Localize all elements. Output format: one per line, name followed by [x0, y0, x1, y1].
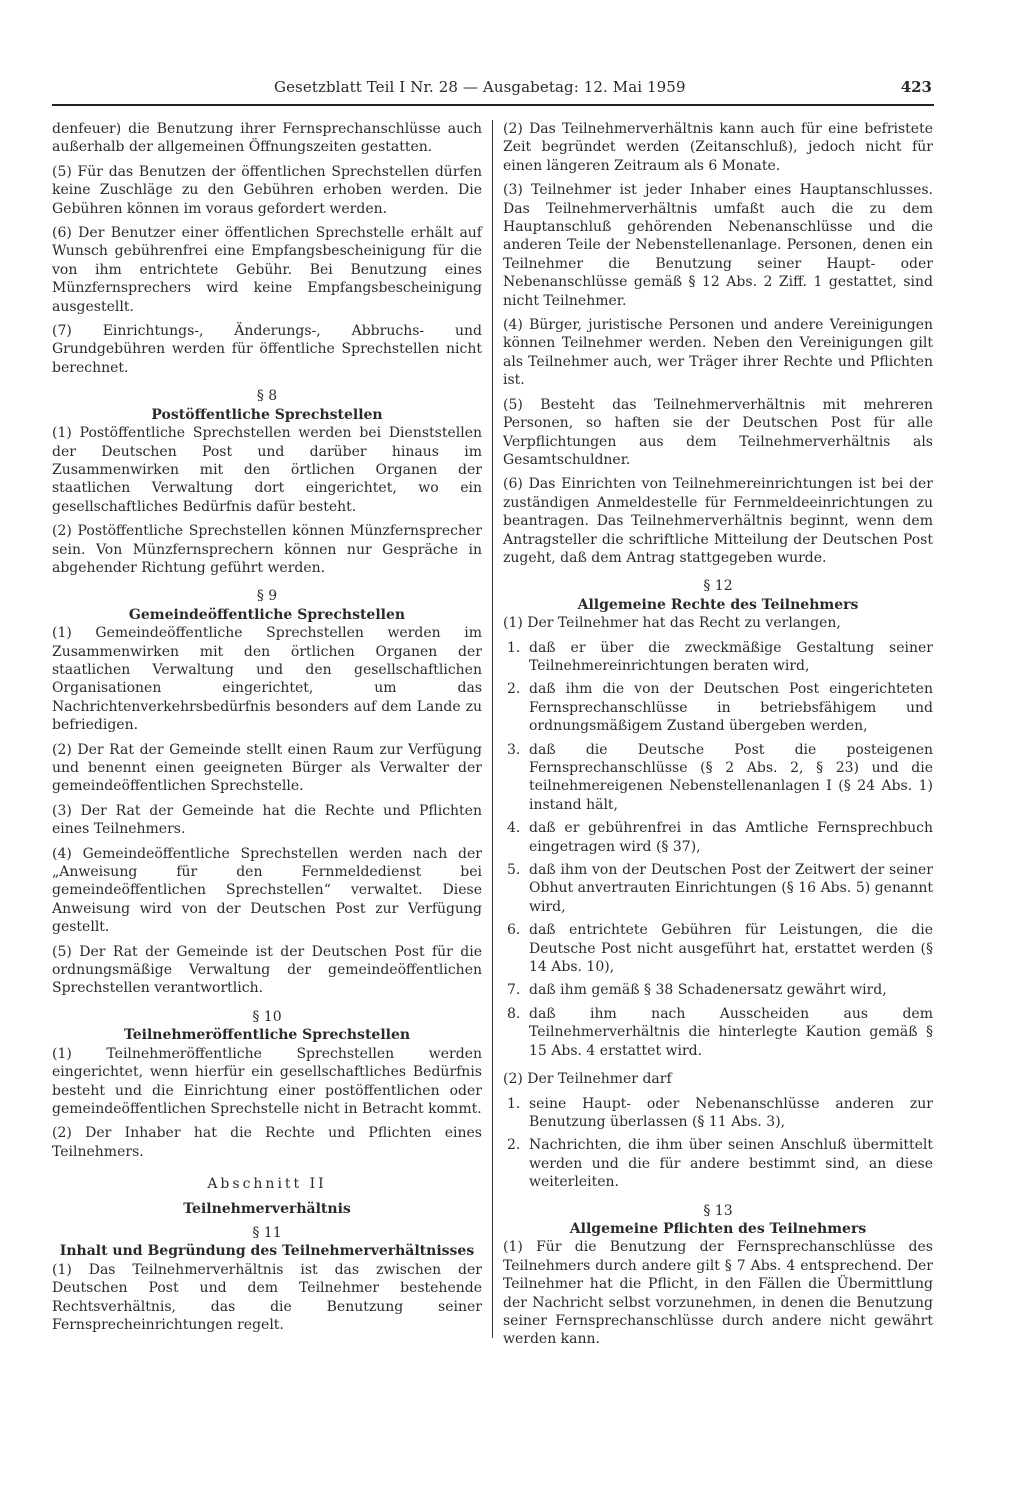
list-text: daß die Deutsche Post die posteigenen Fernsprechanschlüsse (§ 2 Abs. 2, § 23) und die teilnehmereigenen Nebenstellenanlagen I (§ 24 Abs. 1) instand hält,: [529, 741, 933, 813]
section-title: Gemeindeöffentliche Sprechstellen: [128, 606, 406, 623]
list-item: [503, 1136, 933, 1191]
paragraph: (5) Der Rat der Gemeinde ist der Deutschen Post für die ordnungsmäßige Verwaltung der gemeindeöffentlichen Sprechstellen verantwortlich.: [52, 943, 482, 997]
rights-list: [503, 639, 933, 1061]
section-title: Allgemeine Pflichten des Teilnehmers: [569, 1220, 867, 1237]
list-number: 4.: [507, 820, 521, 837]
section-number: § 8: [256, 388, 278, 405]
section-title: Teilnehmeröffentliche Sprechstellen: [123, 1027, 411, 1044]
section-title: Allgemeine Rechte des Teilnehmers: [577, 596, 859, 613]
list-text: daß ihm von der Deutschen Post der Zeitwert der seiner Obhut anvertrauten Einrichtungen (§ 16 Abs. 5) genannt wird,: [529, 862, 933, 915]
permissions-list: [503, 1095, 933, 1192]
list-item: [503, 981, 933, 999]
paragraph: (4) Bürger, juristische Personen und andere Vereinigungen können Teilnehmer werden. Neben den Vereinigungen gilt als Teilnehmer auch, wer Träger ihrer Rechte und Pflichten ist.: [503, 317, 933, 389]
paragraph: (6) Der Benutzer einer öffentlichen Sprechstelle erhält auf Wunsch gebührenfrei eine Empfangsbescheinigung für die von ihm entrichtete Gebühr. Bei Benutzung eines Münzfernsprechers wird keine Empfangsbescheinigung ausgestellt.: [52, 225, 482, 315]
list-text: seine Haupt- oder Nebenanschlüsse anderen zur Benutzung überlassen (§ 11 Abs. 3),: [529, 1095, 933, 1130]
section-title: Postöffentliche Sprechstellen: [151, 406, 383, 423]
list-text: daß ihm gemäß § 38 Schadenersatz gewährt wird,: [529, 982, 887, 999]
page-header: [52, 78, 934, 106]
section-number: § 12: [703, 578, 733, 595]
left-column: [52, 120, 482, 1340]
list-item: [503, 861, 933, 916]
section-number: § 11: [252, 1224, 282, 1241]
paragraph: (5) Besteht das Teilnehmerverhältnis mit mehreren Personen, so haften sie der Deutschen Post für alle Verpflichtungen aus dem Teilnehmerverhältnis als Gesamtschuldner.: [503, 396, 933, 468]
list-number: 5.: [507, 862, 521, 879]
paragraph: (1) Gemeindeöffentliche Sprechstellen werden im Zusammenwirken mit den örtlichen Organen der staatlichen Verwaltung und den gesellschaftlichen Organisationen eingerichtet, um das Nachrichtenverkehrsbedürfnis besonders auf dem Lande zu befriedigen.: [52, 625, 482, 734]
list-number: 1.: [507, 1095, 521, 1112]
list-text: Nachrichten, die ihm über seinen Anschluß übermittelt werden und die für andere bestimmt sind, an diese weiterleiten.: [529, 1137, 933, 1191]
list-item: [503, 639, 933, 676]
list-number: 3.: [507, 741, 521, 758]
list-text: daß er gebührenfrei in das Amtliche Fernsprechbuch eingetragen wird (§ 37),: [529, 820, 933, 855]
list-item: [503, 819, 933, 856]
paragraph: (2) Postöffentliche Sprechstellen können Münzfernsprecher sein. Von Münzfernsprechern können nur Gespräche in abgehender Richtung geführt werden.: [52, 523, 482, 576]
list-number: 8.: [507, 1005, 521, 1022]
list-text: daß ihm nach Ausscheiden aus dem Teilnehmerverhältnis die hinterlegte Kaution gemäß § 15 Abs. 4 erstattet wird.: [529, 1005, 933, 1059]
paragraph: (2) Der Teilnehmer darf: [503, 1071, 672, 1088]
paragraph: (5) Für das Benutzen der öffentlichen Sprechstellen dürfen keine Zuschläge zu den Gebühren erhoben werden. Die Gebühren können im voraus gefordert werden.: [52, 163, 482, 217]
paragraph: (2) Der Rat der Gemeinde stellt einen Raum zur Verfügung und benennt einen geeigneten Bürger als Verwalter der gemeindeöffentlichen Sprechstelle.: [52, 741, 482, 795]
list-text: daß er über die zweckmäßige Gestaltung seiner Teilnehmereinrichtungen beraten wird,: [529, 639, 933, 674]
list-number: 2.: [507, 1137, 521, 1154]
list-number: 2.: [507, 681, 521, 698]
right-column: [503, 120, 933, 1355]
chapter-heading: Abschnitt II: [207, 1176, 327, 1193]
page-number: 423: [900, 78, 932, 96]
list-item: [503, 680, 933, 735]
paragraph: (1) Der Teilnehmer hat das Recht zu verlangen,: [503, 615, 841, 632]
list-item: [503, 1095, 933, 1132]
paragraph: (1) Teilnehmeröffentliche Sprechstellen werden eingerichtet, wenn hierfür ein gesellschaftliches Bedürfnis besteht und die Einrichtung einer postöffentlichen oder gemeindeöffentlichen Sprechstelle nicht in Betracht kommt.: [52, 1045, 482, 1117]
paragraph: (3) Der Rat der Gemeinde hat die Rechte und Pflichten eines Teilnehmers.: [52, 802, 482, 838]
paragraph: (1) Für die Benutzung der Fernsprechanschlüsse des Teilnehmers durch andere gilt § 7 Abs. 4 entsprechend. Der Teilnehmer hat die Pflicht, in den Fällen die Übermittlung der Nachricht selbst vorzunehmen, in denen die Benutzung seiner Fernsprechanschlüsse durch andere nicht gewährt werden kann.: [503, 1239, 933, 1348]
paragraph: (7) Einrichtungs-, Änderungs-, Abbruchs- und Grundgebühren werden für öffentliche Sprechstellen nicht berechnet.: [52, 323, 482, 376]
paragraph: (1) Das Teilnehmerverhältnis ist das zwischen der Deutschen Post und dem Teilnehmer bestehende Rechtsverhältnis, das die Benutzung seiner Fernsprecheinrichtungen regelt.: [52, 1261, 482, 1333]
paragraph: (6) Das Einrichten von Teilnehmereinrichtungen ist bei der zuständigen Anmeldestelle für Fernmeldeeinrichtungen zu beantragen. Das Teilnehmerverhältnis beginnt, wenn dem Antragsteller die schriftliche Mitteilung der Deutschen Post zugeht, daß dem Antrag stattgegeben wurde.: [503, 476, 933, 566]
list-item: [503, 741, 933, 815]
paragraph: (4) Gemeindeöffentliche Sprechstellen werden nach der „Anweisung für den Fernmeldedienst bei gemeindeöffentlichen Sprechstellen“ verwaltet. Diese Anweisung wird von der Deutschen Post zur Verfügung gestellt.: [52, 845, 482, 936]
list-text: daß ihm die von der Deutschen Post eingerichteten Fernsprechanschlüsse in betriebsfähigem und ordnungsmäßigem Zustand übergeben werden,: [529, 681, 933, 735]
chapter-title: Teilnehmerverhältnis: [183, 1200, 351, 1217]
paragraph: denfeuer) die Benutzung ihrer Fernsprechanschlüsse auch außerhalb der allgemeinen Öffnungszeiten gestatten.: [52, 121, 482, 156]
section-title: Inhalt und Begründung des Teilnehmerverhältnisses: [59, 1243, 475, 1260]
section-number: § 13: [703, 1202, 733, 1219]
list-text: daß entrichtete Gebühren für Leistungen, die die Deutsche Post nicht ausgeführt hat, erstattet werden (§ 14 Abs. 10),: [529, 922, 933, 976]
list-number: 7.: [507, 982, 521, 999]
list-item: [503, 1005, 933, 1060]
paragraph: (2) Der Inhaber hat die Rechte und Pflichten eines Teilnehmers.: [52, 1125, 482, 1160]
paragraph: (1) Postöffentliche Sprechstellen werden bei Dienststellen der Deutschen Post und darüber hinaus im Zusammenwirken mit den örtlichen Organen der staatlichen Verwaltung dort eingerichtet, wo ein gesellschaftliches Bedürfnis dafür besteht.: [52, 425, 482, 515]
paragraph: (3) Teilnehmer ist jeder Inhaber eines Hauptanschlusses. Das Teilnehmerverhältnis umfaßt auch die zu dem Hauptanschluß gehörenden Nebenanschlüsse und die anderen Teile der Nebenstellenanlage. Personen, denen ein Teilnehmer die Benutzung seiner Haupt- oder Nebenanschlüsse gemäß § 12 Abs. 2 Ziff. 1 gestattet, sind nicht Teilnehmer.: [503, 182, 933, 309]
header-title: Gesetzblatt Teil I Nr. 28 — Ausgabetag: 12. Mai 1959: [274, 78, 686, 96]
section-number: § 10: [252, 1008, 282, 1025]
list-item: [503, 921, 933, 976]
section-number: § 9: [256, 588, 278, 605]
list-number: 6.: [507, 922, 521, 939]
column-divider: [492, 120, 493, 1338]
list-number: 1.: [507, 639, 521, 656]
paragraph: (2) Das Teilnehmerverhältnis kann auch für eine befristete Zeit begründet werden (Zeitanschluß), jedoch nicht für einen längeren Zeitraum als 6 Monate.: [503, 121, 933, 174]
